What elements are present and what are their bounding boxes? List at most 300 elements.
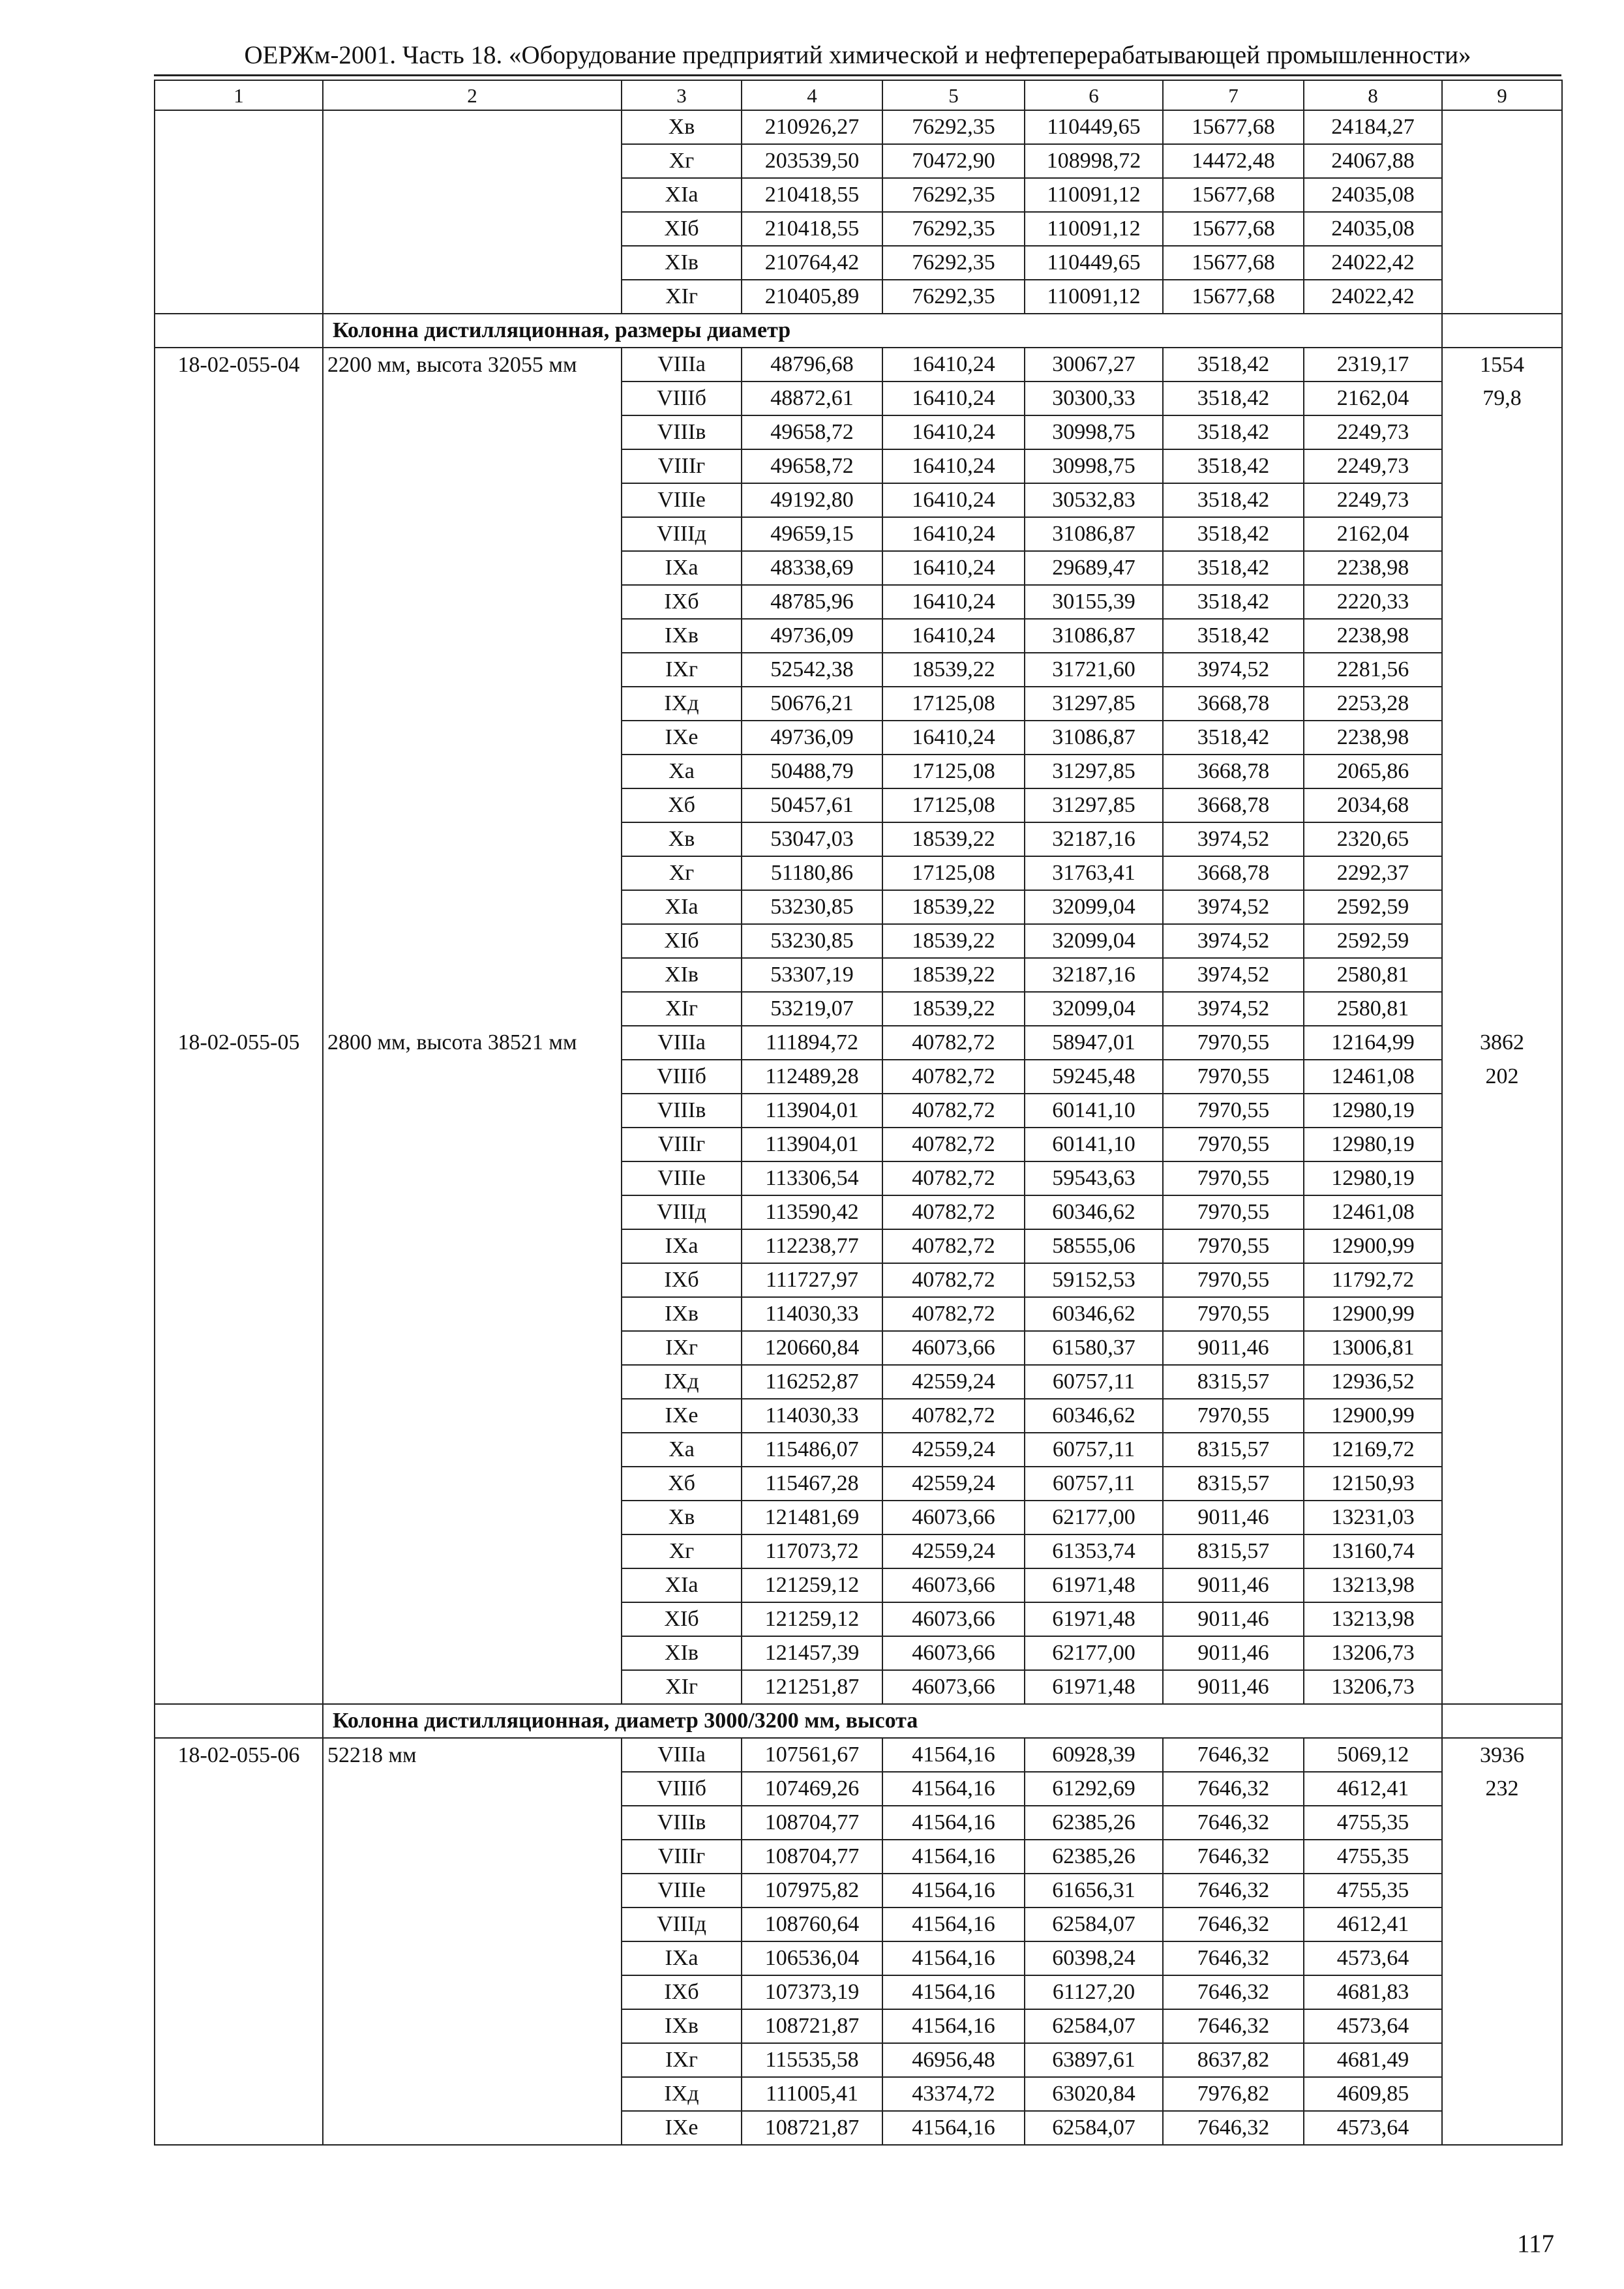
- direct-cost-cell: 106536,04: [742, 1941, 882, 1975]
- zone-cell: VIIIб: [622, 1060, 742, 1094]
- code-cell: [155, 924, 323, 958]
- description-cell: [323, 415, 622, 449]
- machine-cost-cell: 58947,01: [1025, 1026, 1163, 1060]
- table-row: [155, 619, 1562, 653]
- table-row: [155, 653, 1562, 687]
- materials-cell: 4573,64: [1304, 2111, 1442, 2145]
- code-cell: [155, 382, 323, 415]
- zone-cell: VIIIв: [622, 1094, 742, 1128]
- machine-cost-cell: 60928,39: [1025, 1738, 1163, 1772]
- direct-cost-cell: 113306,54: [742, 1161, 882, 1195]
- labor-cell: [1442, 992, 1562, 1026]
- machinist-wages-cell: 3518,42: [1163, 382, 1304, 415]
- direct-cost-cell: 107373,19: [742, 1975, 882, 2009]
- direct-cost-cell: 112238,77: [742, 1229, 882, 1263]
- machinist-wages-cell: 3974,52: [1163, 992, 1304, 1026]
- zone-cell: XIа: [622, 890, 742, 924]
- direct-cost-cell: 53230,85: [742, 890, 882, 924]
- code-cell: [155, 856, 323, 890]
- table-row: [155, 212, 1562, 246]
- wages-cell: 40782,72: [882, 1128, 1025, 1161]
- zone-cell: Xа: [622, 1433, 742, 1467]
- table-row: [155, 992, 1562, 1026]
- column-number: 3: [622, 80, 742, 110]
- direct-cost-cell: 51180,86: [742, 856, 882, 890]
- zone-cell: Xв: [622, 110, 742, 144]
- description-cell: [323, 1975, 622, 2009]
- description-cell: [323, 1399, 622, 1433]
- materials-cell: 12980,19: [1304, 1161, 1442, 1195]
- table-row: [155, 415, 1562, 449]
- direct-cost-cell: 210405,89: [742, 280, 882, 314]
- wages-cell: 76292,35: [882, 280, 1025, 314]
- section-spacer: [1442, 1704, 1562, 1738]
- zone-cell: Xа: [622, 755, 742, 788]
- code-cell: [155, 280, 323, 314]
- labor-cell: [1442, 1568, 1562, 1602]
- description-cell: [323, 1941, 622, 1975]
- wages-cell: 16410,24: [882, 585, 1025, 619]
- code-cell: [155, 2077, 323, 2111]
- zone-cell: IXв: [622, 619, 742, 653]
- section-title: Колонна дистилляционная, размеры диаметр: [323, 314, 1442, 348]
- column-number: 4: [742, 80, 882, 110]
- code-cell: [155, 483, 323, 517]
- table-row: [155, 1908, 1562, 1941]
- description-cell: 2200 мм, высота 32055 мм: [323, 348, 622, 382]
- wages-cell: 42559,24: [882, 1467, 1025, 1501]
- description-cell: [323, 1195, 622, 1229]
- wages-cell: 16410,24: [882, 619, 1025, 653]
- zone-cell: XIа: [622, 1568, 742, 1602]
- code-cell: [155, 958, 323, 992]
- zone-cell: IXв: [622, 2009, 742, 2043]
- labor-cell: [1442, 178, 1562, 212]
- table-body: [155, 80, 1562, 2145]
- code-cell: [155, 1094, 323, 1128]
- zone-cell: VIIIд: [622, 517, 742, 551]
- description-cell: [323, 585, 622, 619]
- table-row: [155, 1568, 1562, 1602]
- zone-cell: Xб: [622, 788, 742, 822]
- zone-cell: IXб: [622, 1263, 742, 1297]
- zone-cell: IXе: [622, 1399, 742, 1433]
- labor-cell: [1442, 1670, 1562, 1704]
- wages-cell: 16410,24: [882, 551, 1025, 585]
- table-row: [155, 1874, 1562, 1908]
- machinist-wages-cell: 3518,42: [1163, 585, 1304, 619]
- description-cell: [323, 517, 622, 551]
- direct-cost-cell: 113590,42: [742, 1195, 882, 1229]
- materials-cell: 2320,65: [1304, 822, 1442, 856]
- materials-cell: 2592,59: [1304, 924, 1442, 958]
- description-cell: [323, 1874, 622, 1908]
- labor-cell: [1442, 1229, 1562, 1263]
- table-row: [155, 1060, 1562, 1094]
- machine-cost-cell: 62584,07: [1025, 2111, 1163, 2145]
- materials-cell: 4609,85: [1304, 2077, 1442, 2111]
- description-cell: 2800 мм, высота 38521 мм: [323, 1026, 622, 1060]
- direct-cost-cell: 53047,03: [742, 822, 882, 856]
- machinist-wages-cell: 7970,55: [1163, 1263, 1304, 1297]
- zone-cell: VIIIа: [622, 1738, 742, 1772]
- code-cell: [155, 551, 323, 585]
- machine-cost-cell: 32099,04: [1025, 924, 1163, 958]
- description-cell: [323, 1161, 622, 1195]
- labor-cell: [1442, 1636, 1562, 1670]
- code-cell: [155, 1602, 323, 1636]
- zone-cell: IXд: [622, 687, 742, 721]
- code-cell: [155, 1060, 323, 1094]
- zone-cell: VIIIд: [622, 1908, 742, 1941]
- machinist-wages-cell: 9011,46: [1163, 1670, 1304, 1704]
- description-cell: [323, 1263, 622, 1297]
- direct-cost-cell: 121457,39: [742, 1636, 882, 1670]
- machine-cost-cell: 110449,65: [1025, 110, 1163, 144]
- materials-cell: 2034,68: [1304, 788, 1442, 822]
- direct-cost-cell: 52542,38: [742, 653, 882, 687]
- column-number-row: [155, 80, 1562, 110]
- machine-cost-cell: 31297,85: [1025, 687, 1163, 721]
- code-cell: [155, 755, 323, 788]
- direct-cost-cell: 49658,72: [742, 415, 882, 449]
- direct-cost-cell: 48872,61: [742, 382, 882, 415]
- description-cell: [323, 246, 622, 280]
- labor-cell: [1442, 856, 1562, 890]
- labor-cell: [1442, 1331, 1562, 1365]
- wages-cell: 41564,16: [882, 2009, 1025, 2043]
- materials-cell: 4681,83: [1304, 1975, 1442, 2009]
- section-spacer: [155, 314, 323, 348]
- zone-cell: IXг: [622, 653, 742, 687]
- zone-cell: VIIIе: [622, 483, 742, 517]
- materials-cell: 12169,72: [1304, 1433, 1442, 1467]
- machine-cost-cell: 59152,53: [1025, 1263, 1163, 1297]
- page-header: ОЕРЖм-2001. Часть 18. «Оборудование предприятий химической и нефтеперерабатывающей промышленности»: [154, 40, 1561, 76]
- wages-cell: 16410,24: [882, 449, 1025, 483]
- description-cell: [323, 619, 622, 653]
- column-number: 2: [323, 80, 622, 110]
- machine-cost-cell: 30155,39: [1025, 585, 1163, 619]
- description-cell: [323, 1636, 622, 1670]
- zone-cell: Xг: [622, 1534, 742, 1568]
- machine-cost-cell: 110091,12: [1025, 178, 1163, 212]
- wages-cell: 18539,22: [882, 822, 1025, 856]
- machine-cost-cell: 61580,37: [1025, 1331, 1163, 1365]
- section-spacer: [1442, 314, 1562, 348]
- direct-cost-cell: 210418,55: [742, 178, 882, 212]
- direct-cost-cell: 107469,26: [742, 1772, 882, 1806]
- wages-cell: 40782,72: [882, 1195, 1025, 1229]
- code-cell: [155, 822, 323, 856]
- machinist-wages-cell: 3668,78: [1163, 755, 1304, 788]
- code-cell: [155, 788, 323, 822]
- labor-cell: [1442, 110, 1562, 144]
- wages-cell: 40782,72: [882, 1297, 1025, 1331]
- description-cell: [323, 1534, 622, 1568]
- labor-cell: [1442, 721, 1562, 755]
- machine-cost-cell: 32099,04: [1025, 992, 1163, 1026]
- machine-cost-cell: 62584,07: [1025, 2009, 1163, 2043]
- machinist-wages-cell: 8315,57: [1163, 1467, 1304, 1501]
- table-row: [155, 1094, 1562, 1128]
- wages-cell: 42559,24: [882, 1534, 1025, 1568]
- description-cell: [323, 1908, 622, 1941]
- labor-cell: [1442, 551, 1562, 585]
- wages-cell: 76292,35: [882, 246, 1025, 280]
- labor-cell: [1442, 788, 1562, 822]
- machine-cost-cell: 32187,16: [1025, 822, 1163, 856]
- materials-cell: 24035,08: [1304, 178, 1442, 212]
- machine-cost-cell: 32099,04: [1025, 890, 1163, 924]
- materials-cell: 2238,98: [1304, 619, 1442, 653]
- code-cell: [155, 1399, 323, 1433]
- machinist-wages-cell: 3518,42: [1163, 551, 1304, 585]
- materials-cell: 12164,99: [1304, 1026, 1442, 1060]
- direct-cost-cell: 117073,72: [742, 1534, 882, 1568]
- zone-cell: IXб: [622, 1975, 742, 2009]
- materials-cell: 12461,08: [1304, 1195, 1442, 1229]
- table-row: [155, 1399, 1562, 1433]
- materials-cell: 2580,81: [1304, 992, 1442, 1026]
- labor-cell: 1554: [1442, 348, 1562, 382]
- table-row: [155, 1128, 1562, 1161]
- direct-cost-cell: 121259,12: [742, 1568, 882, 1602]
- machinist-wages-cell: 8637,82: [1163, 2043, 1304, 2077]
- direct-cost-cell: 114030,33: [742, 1399, 882, 1433]
- zone-cell: VIIIе: [622, 1161, 742, 1195]
- machinist-wages-cell: 7970,55: [1163, 1060, 1304, 1094]
- materials-cell: 2249,73: [1304, 415, 1442, 449]
- table-row: [155, 1297, 1562, 1331]
- zone-cell: XIв: [622, 958, 742, 992]
- wages-cell: 41564,16: [882, 1806, 1025, 1840]
- materials-cell: 2249,73: [1304, 449, 1442, 483]
- description-cell: [323, 1331, 622, 1365]
- table-row: [155, 958, 1562, 992]
- direct-cost-cell: 48785,96: [742, 585, 882, 619]
- table-row: [155, 721, 1562, 755]
- wages-cell: 76292,35: [882, 110, 1025, 144]
- zone-cell: IXа: [622, 551, 742, 585]
- labor-cell: [1442, 585, 1562, 619]
- machinist-wages-cell: 14472,48: [1163, 144, 1304, 178]
- description-cell: [323, 721, 622, 755]
- zone-cell: IXг: [622, 1331, 742, 1365]
- code-cell: [155, 246, 323, 280]
- direct-cost-cell: 48338,69: [742, 551, 882, 585]
- direct-cost-cell: 49659,15: [742, 517, 882, 551]
- code-cell: [155, 517, 323, 551]
- materials-cell: 2065,86: [1304, 755, 1442, 788]
- direct-cost-cell: 108704,77: [742, 1806, 882, 1840]
- code-cell: [155, 1941, 323, 1975]
- machinist-wages-cell: 9011,46: [1163, 1602, 1304, 1636]
- description-cell: [323, 1060, 622, 1094]
- labor-cell: [1442, 755, 1562, 788]
- materials-cell: 4755,35: [1304, 1840, 1442, 1874]
- materials-cell: 24184,27: [1304, 110, 1442, 144]
- materials-cell: 2592,59: [1304, 890, 1442, 924]
- materials-cell: 13206,73: [1304, 1636, 1442, 1670]
- machine-cost-cell: 60398,24: [1025, 1941, 1163, 1975]
- wages-cell: 46073,66: [882, 1602, 1025, 1636]
- code-cell: [155, 1874, 323, 1908]
- labor-cell: [1442, 890, 1562, 924]
- wages-cell: 46073,66: [882, 1670, 1025, 1704]
- machinist-wages-cell: 7646,32: [1163, 2009, 1304, 2043]
- code-cell: [155, 1975, 323, 2009]
- table-row: [155, 924, 1562, 958]
- machine-cost-cell: 29689,47: [1025, 551, 1163, 585]
- wages-cell: 40782,72: [882, 1094, 1025, 1128]
- description-cell: [323, 687, 622, 721]
- wages-cell: 17125,08: [882, 755, 1025, 788]
- labor-cell: [1442, 1297, 1562, 1331]
- machine-cost-cell: 30300,33: [1025, 382, 1163, 415]
- zone-cell: Xб: [622, 1467, 742, 1501]
- labor-cell: [1442, 1874, 1562, 1908]
- wages-cell: 16410,24: [882, 415, 1025, 449]
- machinist-wages-cell: 15677,68: [1163, 280, 1304, 314]
- code-cell: [155, 2111, 323, 2145]
- description-cell: [323, 212, 622, 246]
- direct-cost-cell: 112489,28: [742, 1060, 882, 1094]
- code-cell: [155, 992, 323, 1026]
- code-cell: [155, 619, 323, 653]
- table-row: [155, 144, 1562, 178]
- labor-cell: [1442, 1908, 1562, 1941]
- machinist-wages-cell: 3518,42: [1163, 721, 1304, 755]
- zone-cell: VIIIе: [622, 1874, 742, 1908]
- code-cell: [155, 1467, 323, 1501]
- labor-cell: [1442, 1534, 1562, 1568]
- table-row: [155, 1806, 1562, 1840]
- description-cell: [323, 958, 622, 992]
- description-cell: [323, 992, 622, 1026]
- materials-cell: 12980,19: [1304, 1128, 1442, 1161]
- machinist-wages-cell: 7646,32: [1163, 1975, 1304, 2009]
- machinist-wages-cell: 3974,52: [1163, 653, 1304, 687]
- materials-cell: 12900,99: [1304, 1297, 1442, 1331]
- labor-cell: [1442, 1094, 1562, 1128]
- labor-cell: [1442, 2077, 1562, 2111]
- price-table: [154, 80, 1563, 2146]
- machinist-wages-cell: 3518,42: [1163, 517, 1304, 551]
- zone-cell: IXа: [622, 1941, 742, 1975]
- table-row: [155, 348, 1562, 382]
- machine-cost-cell: 60346,62: [1025, 1399, 1163, 1433]
- direct-cost-cell: 210764,42: [742, 246, 882, 280]
- materials-cell: 4612,41: [1304, 1772, 1442, 1806]
- description-cell: [323, 449, 622, 483]
- zone-cell: IXд: [622, 2077, 742, 2111]
- labor-cell: [1442, 687, 1562, 721]
- zone-cell: XIг: [622, 1670, 742, 1704]
- table-row: [155, 687, 1562, 721]
- machine-cost-cell: 31086,87: [1025, 517, 1163, 551]
- zone-cell: IXе: [622, 721, 742, 755]
- description-cell: [323, 1365, 622, 1399]
- materials-cell: 4573,64: [1304, 2009, 1442, 2043]
- table-row: [155, 382, 1562, 415]
- wages-cell: 70472,90: [882, 144, 1025, 178]
- labor-cell: 232: [1442, 1772, 1562, 1806]
- direct-cost-cell: 108704,77: [742, 1840, 882, 1874]
- labor-cell: [1442, 2043, 1562, 2077]
- column-number: 6: [1025, 80, 1163, 110]
- description-cell: [323, 1128, 622, 1161]
- description-cell: [323, 1297, 622, 1331]
- machinist-wages-cell: 7646,32: [1163, 1840, 1304, 1874]
- section-title-row: [155, 314, 1562, 348]
- labor-cell: [1442, 924, 1562, 958]
- description-cell: [323, 1229, 622, 1263]
- code-cell: [155, 687, 323, 721]
- labor-cell: [1442, 1161, 1562, 1195]
- code-cell: [155, 212, 323, 246]
- direct-cost-cell: 49658,72: [742, 449, 882, 483]
- direct-cost-cell: 108721,87: [742, 2009, 882, 2043]
- materials-cell: 12900,99: [1304, 1399, 1442, 1433]
- machinist-wages-cell: 3974,52: [1163, 890, 1304, 924]
- code-cell: 18-02-055-04: [155, 348, 323, 382]
- labor-cell: [1442, 1602, 1562, 1636]
- machinist-wages-cell: 3974,52: [1163, 822, 1304, 856]
- machine-cost-cell: 61656,31: [1025, 1874, 1163, 1908]
- description-cell: [323, 1772, 622, 1806]
- machine-cost-cell: 60757,11: [1025, 1467, 1163, 1501]
- table-row: [155, 1331, 1562, 1365]
- wages-cell: 18539,22: [882, 924, 1025, 958]
- description-cell: [323, 1501, 622, 1534]
- labor-cell: [1442, 1941, 1562, 1975]
- description-cell: [323, 890, 622, 924]
- wages-cell: 41564,16: [882, 1738, 1025, 1772]
- code-cell: [155, 1840, 323, 1874]
- table-row: [155, 2009, 1562, 2043]
- wages-cell: 16410,24: [882, 348, 1025, 382]
- code-cell: [155, 1772, 323, 1806]
- machine-cost-cell: 30532,83: [1025, 483, 1163, 517]
- table-row: [155, 1602, 1562, 1636]
- code-cell: [155, 2009, 323, 2043]
- table-row: [155, 517, 1562, 551]
- machine-cost-cell: 110091,12: [1025, 280, 1163, 314]
- zone-cell: XIг: [622, 280, 742, 314]
- machine-cost-cell: 61971,48: [1025, 1670, 1163, 1704]
- machinist-wages-cell: 7646,32: [1163, 1772, 1304, 1806]
- description-cell: [323, 2111, 622, 2145]
- table-row: [155, 2111, 1562, 2145]
- materials-cell: 13006,81: [1304, 1331, 1442, 1365]
- wages-cell: 40782,72: [882, 1399, 1025, 1433]
- section-spacer: [155, 1704, 323, 1738]
- wages-cell: 16410,24: [882, 382, 1025, 415]
- direct-cost-cell: 203539,50: [742, 144, 882, 178]
- code-cell: [155, 144, 323, 178]
- description-cell: [323, 2043, 622, 2077]
- code-cell: [155, 653, 323, 687]
- direct-cost-cell: 49736,09: [742, 721, 882, 755]
- direct-cost-cell: 111727,97: [742, 1263, 882, 1297]
- machinist-wages-cell: 3668,78: [1163, 788, 1304, 822]
- labor-cell: [1442, 1467, 1562, 1501]
- section-title-row: [155, 1704, 1562, 1738]
- table-row: [155, 1975, 1562, 2009]
- materials-cell: 2292,37: [1304, 856, 1442, 890]
- direct-cost-cell: 121259,12: [742, 1602, 882, 1636]
